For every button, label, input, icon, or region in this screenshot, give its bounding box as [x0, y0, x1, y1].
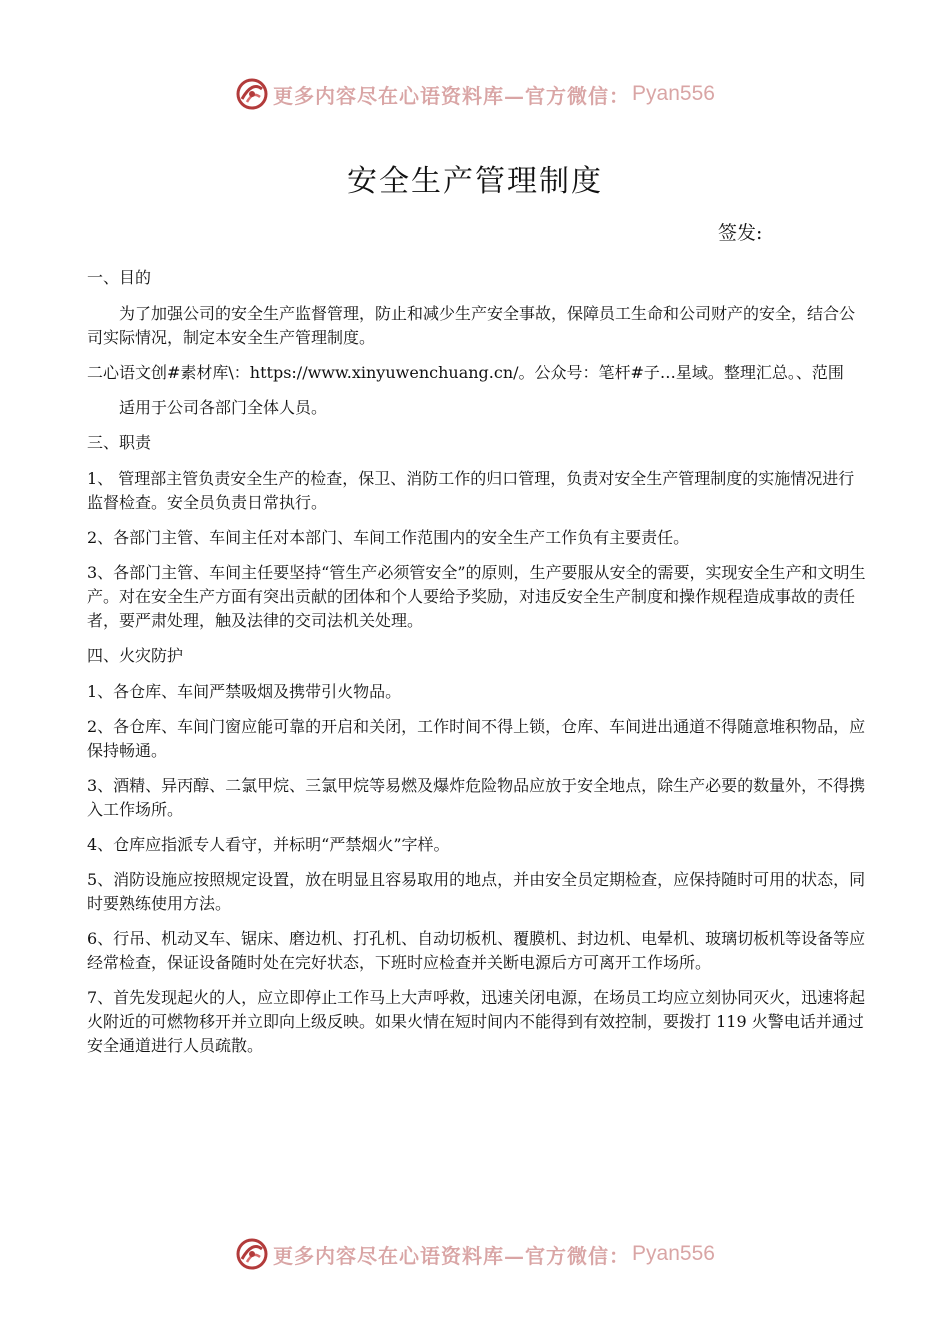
body-paragraph: 3、各部门主管、车间主任要坚持“管生产必须管安全”的原则，生产要服从安全的需要，实现安全生产和文明生产。对在安全生产方面有突出贡献的团体和个人要给予奖励，对违反安全生产制度和操作规程造成事故的责任者，要严肃处理，触及法律的交司法机关处理。: [87, 563, 866, 630]
body-paragraph: 4、仓库应指派专人看守，并标明“严禁烟火”字样。: [87, 835, 450, 854]
banner-wechat-id: Pyan556: [632, 82, 715, 105]
body-paragraph: 2、各部门主管、车间主任对本部门、车间工作范围内的安全生产工作负有主要责任。: [87, 528, 690, 547]
brand-logo-icon: [235, 1237, 269, 1271]
document-title: 安全生产管理制度: [347, 164, 603, 199]
section-heading: 四、火灾防护: [87, 646, 184, 665]
signoff-label: 签发:: [718, 222, 763, 244]
header-watermark-banner: [0, 74, 950, 114]
brand-logo-icon: [235, 77, 269, 111]
section-heading: 三、职责: [87, 433, 152, 452]
banner-text: 更多内容尽在心语资料库—官方微信：: [273, 1243, 631, 1268]
section-heading: 一、目的: [87, 268, 152, 287]
body-paragraph: 1、各仓库、车间严禁吸烟及携带引火物品。: [87, 682, 402, 701]
body-paragraph: 3、酒精、异丙醇、二氯甲烷、三氯甲烷等易燃及爆炸危险物品应放于安全地点，除生产必要的数量外，不得携入工作场所。: [87, 776, 866, 819]
body-paragraph: 6、行吊、机动叉车、锯床、磨边机、打孔机、自动切板机、覆膜机、封边机、电晕机、玻璃切板机等设备等应经常检查，保证设备随时处在完好状态，下班时应检查并关断电源后方可离开工作场所。: [87, 929, 866, 972]
body-paragraph: 2、各仓库、车间门窗应能可靠的开启和关闭，工作时间不得上锁，仓库、车间进出通道不得随意堆积物品，应保持畅通。: [87, 717, 866, 760]
banner-text: 更多内容尽在心语资料库—官方微信：: [273, 83, 631, 108]
footer-watermark-banner: [0, 1234, 950, 1274]
banner-wechat-id: Pyan556: [632, 1242, 715, 1265]
body-paragraph: 5、消防设施应按照规定设置，放在明显且容易取用的地点，并由安全员定期检查，应保持随时可用的状态，同时要熟练使用方法。: [87, 870, 866, 913]
body-paragraph: 二心语文创#素材库\：https://www.xinyuwenchuang.cn/。公众号：笔杆#子…星域。整理汇总。、范围: [87, 363, 844, 382]
body-paragraph: 1、 管理部主管负责安全生产的检查，保卫、消防工作的归口管理，负责对安全生产管理制度的实施情况进行监督检查。安全员负责日常执行。: [87, 469, 855, 512]
body-paragraph: 7、首先发现起火的人，应立即停止工作马上大声呼救，迅速关闭电源，在场员工均应立刻协同灭火，迅速将起火附近的可燃物移开并立即向上级反映。如果火情在短时间内不能得到有效控制，要拨打 119 火警电话并通过安全通道进行人员疏散。: [87, 988, 866, 1055]
document-body: [87, 266, 867, 1069]
body-paragraph: 适用于公司各部门全体人员。: [119, 398, 328, 417]
body-paragraph: 为了加强公司的安全生产监督管理，防止和减少生产安全事故，保障员工生命和公司财产的安全，结合公司实际情况，制定本安全生产管理制度。: [87, 304, 856, 347]
